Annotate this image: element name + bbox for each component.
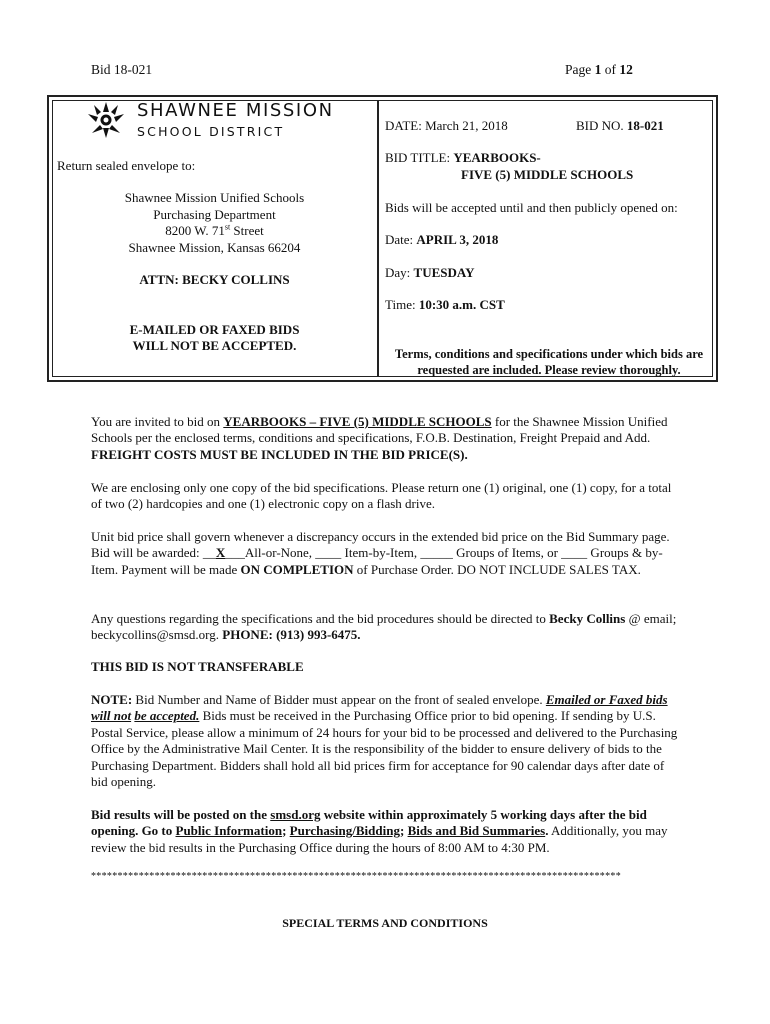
p6-emphasis-2: be accepted. (134, 708, 200, 724)
p6-emphasis-1: Emailed or Faxed bids will not (91, 692, 668, 724)
page-number (565, 62, 633, 78)
opening-time-value: 10:30 a.m. CST (418, 297, 505, 312)
copies-paragraph: We are enclosing only one copy of the bid specifications. Please return one (1) original, one (1) copy, for a total of two (2) hardcopies and one (1) electronic copy on a flash drive. (91, 480, 672, 512)
p1-text-c: for the Shawnee Mission Unified Schools per the enclosed terms, conditions and specifications, F.O.B. Destination, Freight Prepaid and Add. (91, 414, 668, 446)
p4-contact-name: Becky Collins (549, 611, 626, 626)
bid-number-value: 18-021 (626, 118, 664, 133)
bid-title-line-1: YEARBOOKS- (453, 150, 541, 165)
p7-period: . (545, 823, 549, 839)
p1-bid-subject: YEARBOOKS – FIVE (5) MIDDLE SCHOOLS (223, 414, 492, 429)
p3-text-a: Unit bid price shall govern whenever a discrepancy occurs in the extended bid price on the Bid Summary page. Bid will be awarded: __ (91, 529, 670, 561)
bid-header-divider (377, 100, 379, 377)
page-of: of (601, 62, 620, 77)
p7-text-a: Bid results will be posted on the (91, 807, 271, 822)
bid-number-label: BID NO. (576, 118, 627, 133)
invitation-paragraph (91, 414, 681, 463)
p7-website: smsd.org (270, 807, 321, 822)
bids-accepted-text: Bids will be accepted until and then publicly opened on: (385, 200, 678, 215)
opening-time-label: Time: (385, 297, 419, 312)
p6-text-b: Bid Number and Name of Bidder must appear on the front of sealed envelope. (132, 692, 546, 707)
p3-text-d: of Purchase Order. DO NOT INCLUDE SALES TAX. (353, 561, 641, 577)
address-ordinal: st (224, 222, 231, 232)
bid-title (385, 150, 541, 166)
address-line-2: Purchasing Department (153, 206, 276, 222)
address-street: Street (230, 223, 264, 238)
no-email-line-1: E-MAILED OR FAXED BIDS (129, 322, 300, 337)
bid-title-label: BID TITLE: (385, 150, 454, 165)
p6-note-label: NOTE: (91, 692, 133, 707)
issue-date: DATE: March 21, 2018 (385, 118, 508, 133)
page-current: 1 (594, 62, 602, 77)
page-total: 12 (619, 62, 633, 77)
asterisk-divider: **************************************************************************************************** (91, 871, 621, 882)
opening-date-value: APRIL 3, 2018 (416, 232, 499, 247)
p7-nav-purchasing: Purchasing/Bidding (289, 823, 400, 839)
p3-payment-term: ON COMPLETION (240, 561, 354, 577)
logo-subtitle: SCHOOL DISTRICT (137, 124, 285, 139)
opening-date (385, 232, 498, 248)
p7-nav-public-information: Public Information (175, 823, 283, 839)
p4-text-a: Any questions regarding the specifications and the bid procedures should be directed to (91, 611, 550, 626)
bid-number (576, 118, 664, 134)
opening-day-value: TUESDAY (413, 265, 475, 280)
address-line-3 (54, 223, 375, 240)
p7-text-j: Additionally, you may review the bid results in the Purchasing Office during the hours of 8:00 AM to 4:30 PM. (91, 823, 668, 855)
bid-title-line-2: FIVE (5) MIDDLE SCHOOLS (461, 167, 634, 182)
p3-award-mark: X (215, 545, 226, 561)
address-street-number: 8200 W. 71 (165, 223, 225, 238)
special-terms-heading: SPECIAL TERMS AND CONDITIONS (282, 916, 488, 930)
opening-time (385, 297, 505, 313)
note-paragraph (91, 692, 681, 790)
p4-email: @ email; beckycollins@smsd.org. (91, 611, 677, 643)
p7-text-c: website within approximately 5 working days after the bid opening. Go to (91, 807, 647, 839)
no-email-line-2: WILL NOT BE ACCEPTED. (132, 338, 297, 353)
address-line-1: Shawnee Mission Unified Schools (124, 190, 305, 205)
return-envelope-label: Return sealed envelope to: (57, 158, 196, 173)
attention-line: ATTN: BECKY COLLINS (139, 272, 290, 287)
no-email-notice (54, 322, 375, 354)
logo-name: SHAWNEE MISSION (137, 100, 334, 121)
terms-note: Terms, conditions and specifications under which bids are requested are included. Please review thoroughly. (394, 347, 704, 377)
p7-nav-bids: Bids and Bid Summaries (407, 823, 546, 839)
opening-day (385, 265, 474, 281)
return-address (54, 190, 375, 256)
award-paragraph (91, 529, 681, 578)
contact-paragraph (91, 611, 681, 644)
star-burst-icon (86, 100, 126, 140)
results-paragraph (91, 807, 681, 856)
p7-sep-2: ; (399, 823, 408, 839)
not-transferable-heading: THIS BID IS NOT TRANSFERABLE (91, 659, 304, 674)
bid-reference: Bid 18-021 (91, 62, 153, 77)
page-prefix: Page (565, 62, 595, 77)
p1-freight-notice: FREIGHT COSTS MUST BE INCLUDED IN THE BID PRICE(S). (91, 446, 468, 462)
address-line-4: Shawnee Mission, Kansas 66204 (128, 239, 301, 255)
p4-phone: PHONE: (913) 993-6475. (222, 627, 361, 643)
p6-text-f: Bids must be received in the Purchasing Office prior to bid opening. If sending by U.S. Postal Service, please allow a minimum of 24 hours for your bid to be processed and delivered to the Purchasing Office by the Administrative Mail Center. It is the responsibility of the bidder to ensure delivery of bids to the Purchasing Department. Bidders shall hold all bid prices firm for acceptance for 90 calendar days after date of bid opening. (91, 708, 678, 790)
p7-sep-1: ; (282, 823, 290, 839)
p1-text-a: You are invited to bid on (91, 414, 224, 429)
p3-text-b: ___All-or-None, ____ Item-by-Item, _____ Groups of Items, or ____ Groups & by-Item. Payment will be made (91, 545, 663, 577)
opening-day-label: Day: (385, 265, 414, 280)
opening-date-label: Date: (385, 232, 417, 247)
